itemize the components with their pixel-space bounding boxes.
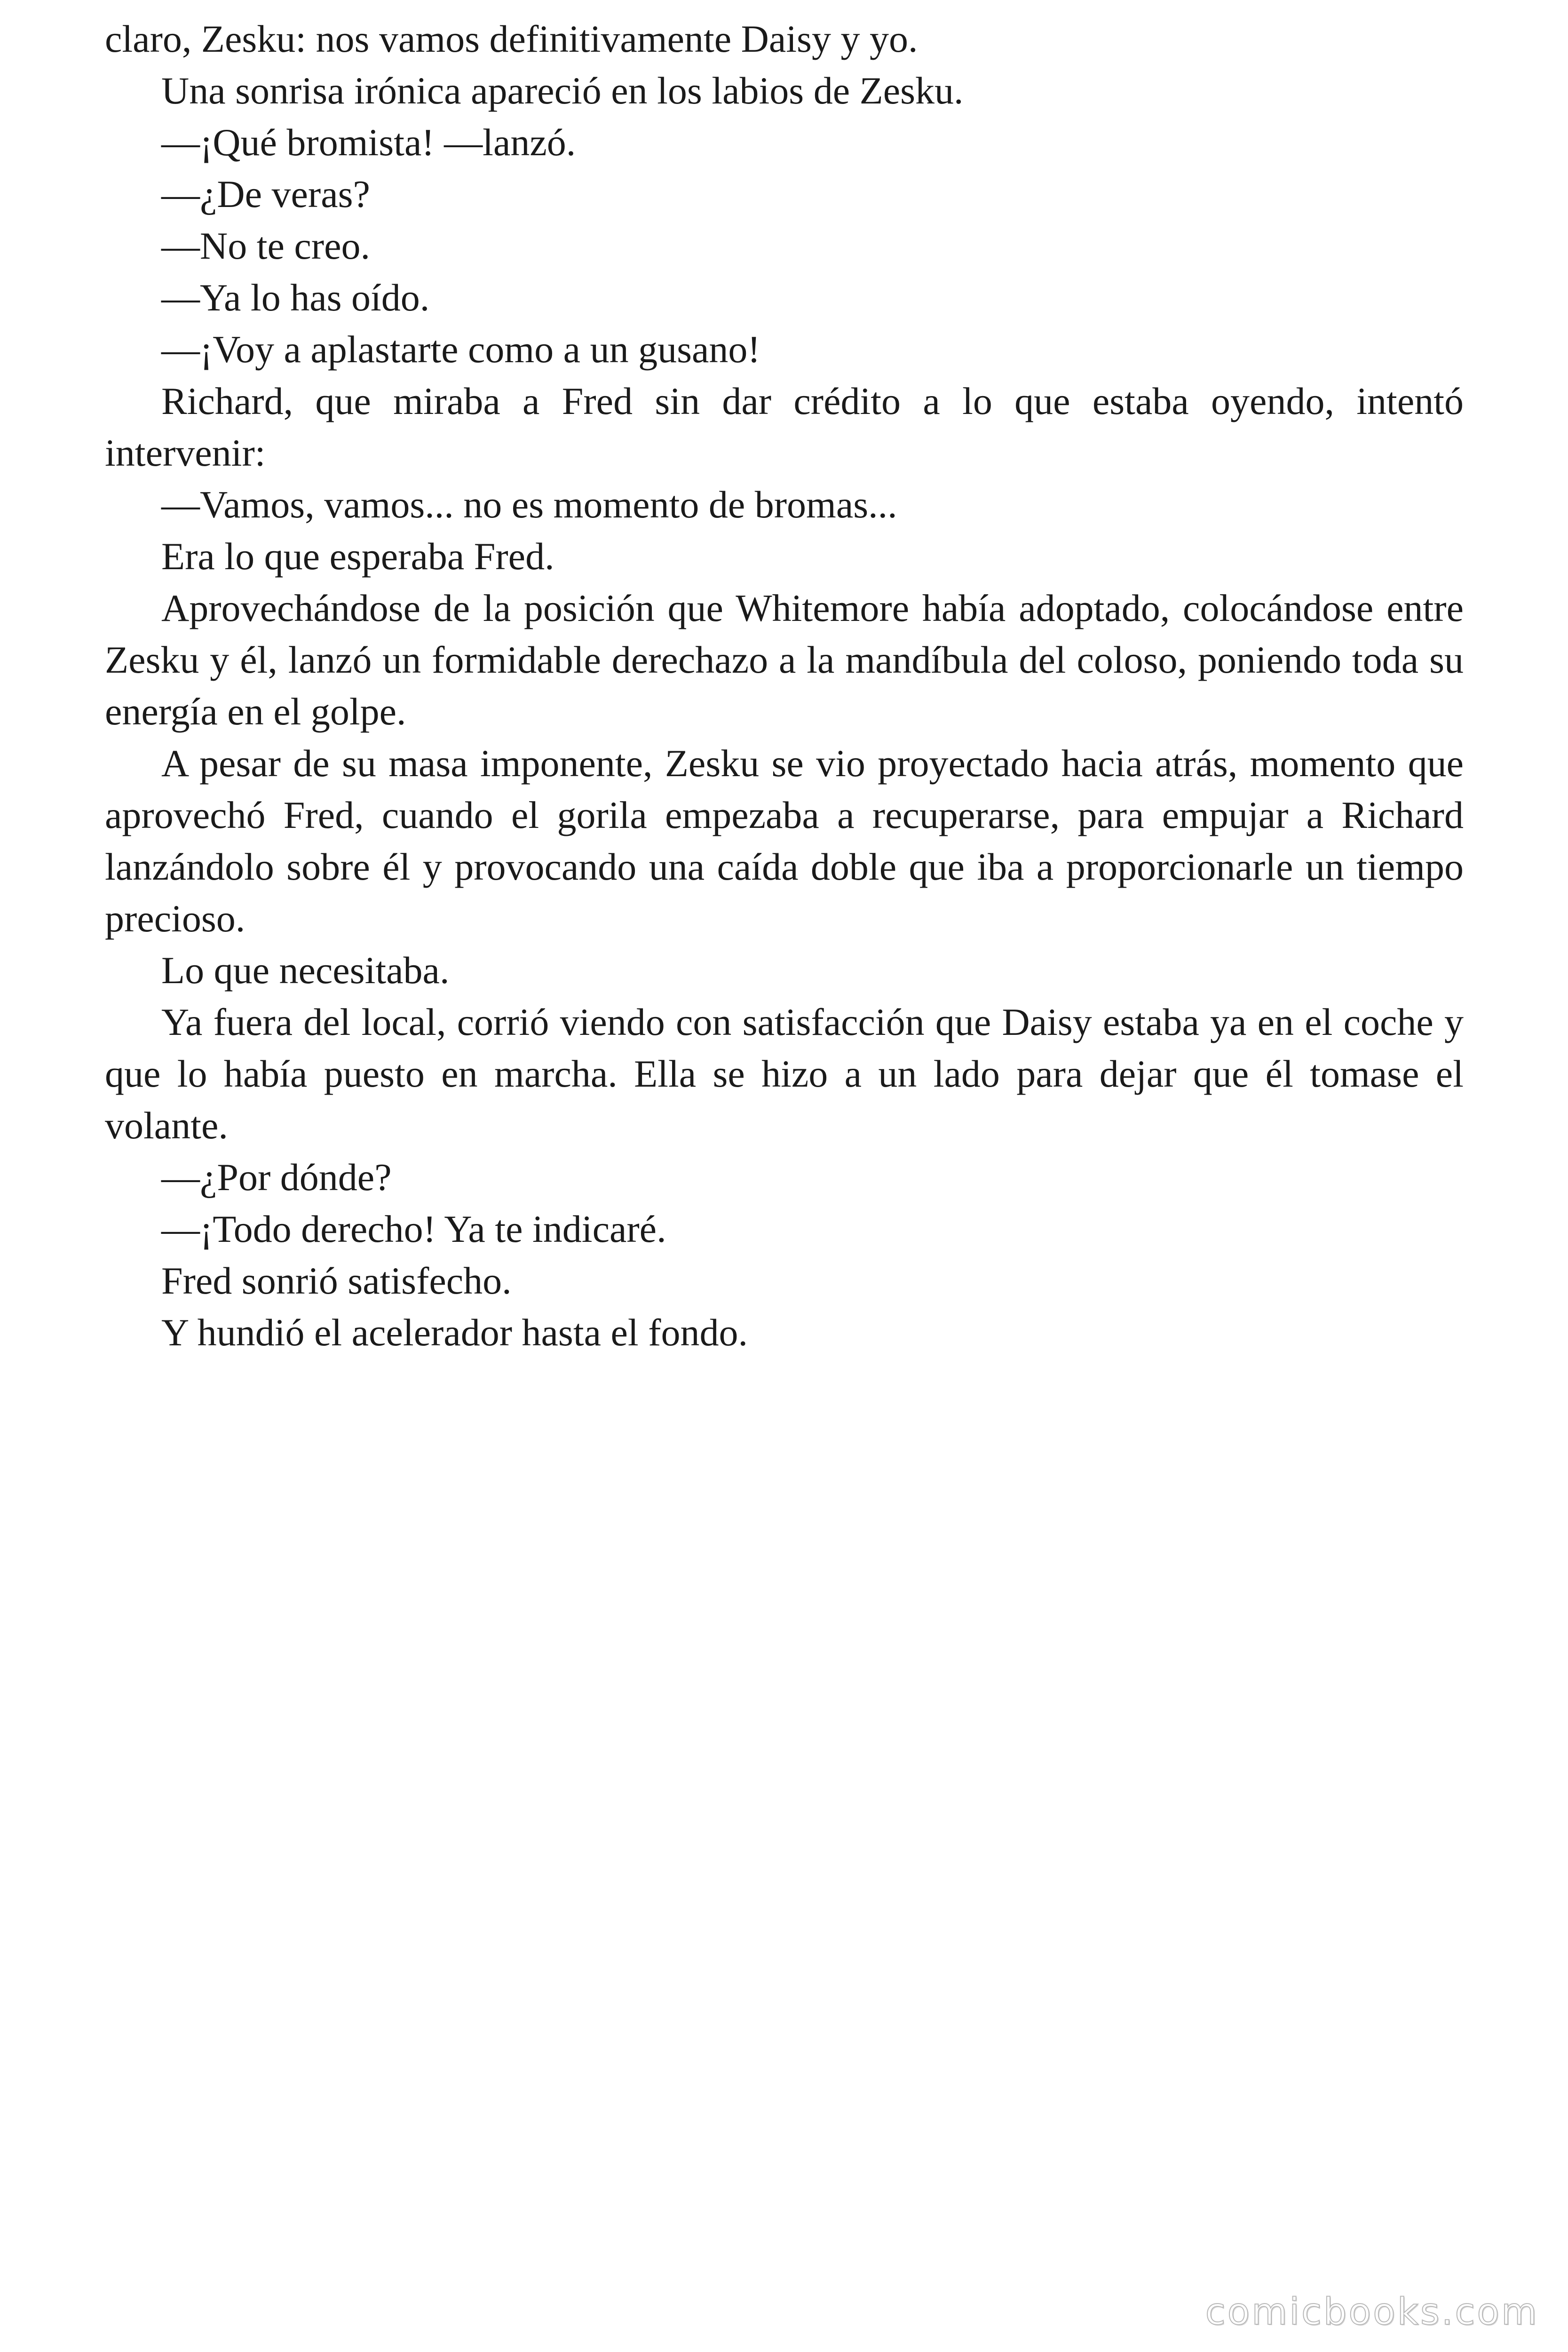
dialogue-line: —¿Por dónde?: [161, 1156, 392, 1199]
paragraph: Ya fuera del local, corrió viendo con satisfacción que Daisy estaba ya en el coche y que lo había puesto en marcha. Ella se hizo a un lado para dejar que él tomase el volante.: [105, 1001, 1464, 1147]
paragraph: A pesar de su masa imponente, Zesku se vio proyectado hacia atrás, momento que aprovechó Fred, cuando el gorila empezaba a recuperarse, para empujar a Richard lanzándolo sobre él y provocando una caída doble que iba a proporcionarle un tiempo precioso.: [105, 742, 1464, 940]
paragraph: Fred sonrió satisfecho.: [161, 1259, 512, 1302]
paragraph: Richard, que miraba a Fred sin dar crédito a lo que estaba oyendo, intentó intervenir:: [105, 380, 1464, 474]
paragraph: Lo que necesitaba.: [161, 949, 450, 992]
dialogue-line: —No te creo.: [161, 224, 370, 267]
paragraph: Era lo que esperaba Fred.: [161, 535, 554, 578]
paragraph: Aprovechándose de la posición que Whitemore había adoptado, colocándose entre Zesku y él, lanzó un formidable derechazo a la mandíbula del coloso, poniendo toda su energía en el golpe.: [105, 587, 1464, 733]
paragraph-continuation: claro, Zesku: nos vamos definitivamente Daisy y yo.: [105, 17, 918, 60]
paragraph: Y hundió el acelerador hasta el fondo.: [161, 1311, 748, 1354]
paragraph: Una sonrisa irónica apareció en los labios de Zesku.: [161, 69, 964, 112]
dialogue-line: —¡Voy a aplastarte como a un gusano!: [161, 328, 760, 371]
dialogue-line: —¿De veras?: [161, 173, 370, 215]
body-text: [105, 13, 1464, 1359]
dialogue-line: —Ya lo has oído.: [161, 276, 430, 319]
dialogue-line: —¡Todo derecho! Ya te indicaré.: [161, 1208, 666, 1250]
dialogue-line: —¡Qué bromista! —lanzó.: [161, 121, 576, 164]
watermark-logo: comicbooks.com: [1205, 2291, 1539, 2333]
dialogue-line: —Vamos, vamos... no es momento de bromas...: [161, 483, 897, 526]
